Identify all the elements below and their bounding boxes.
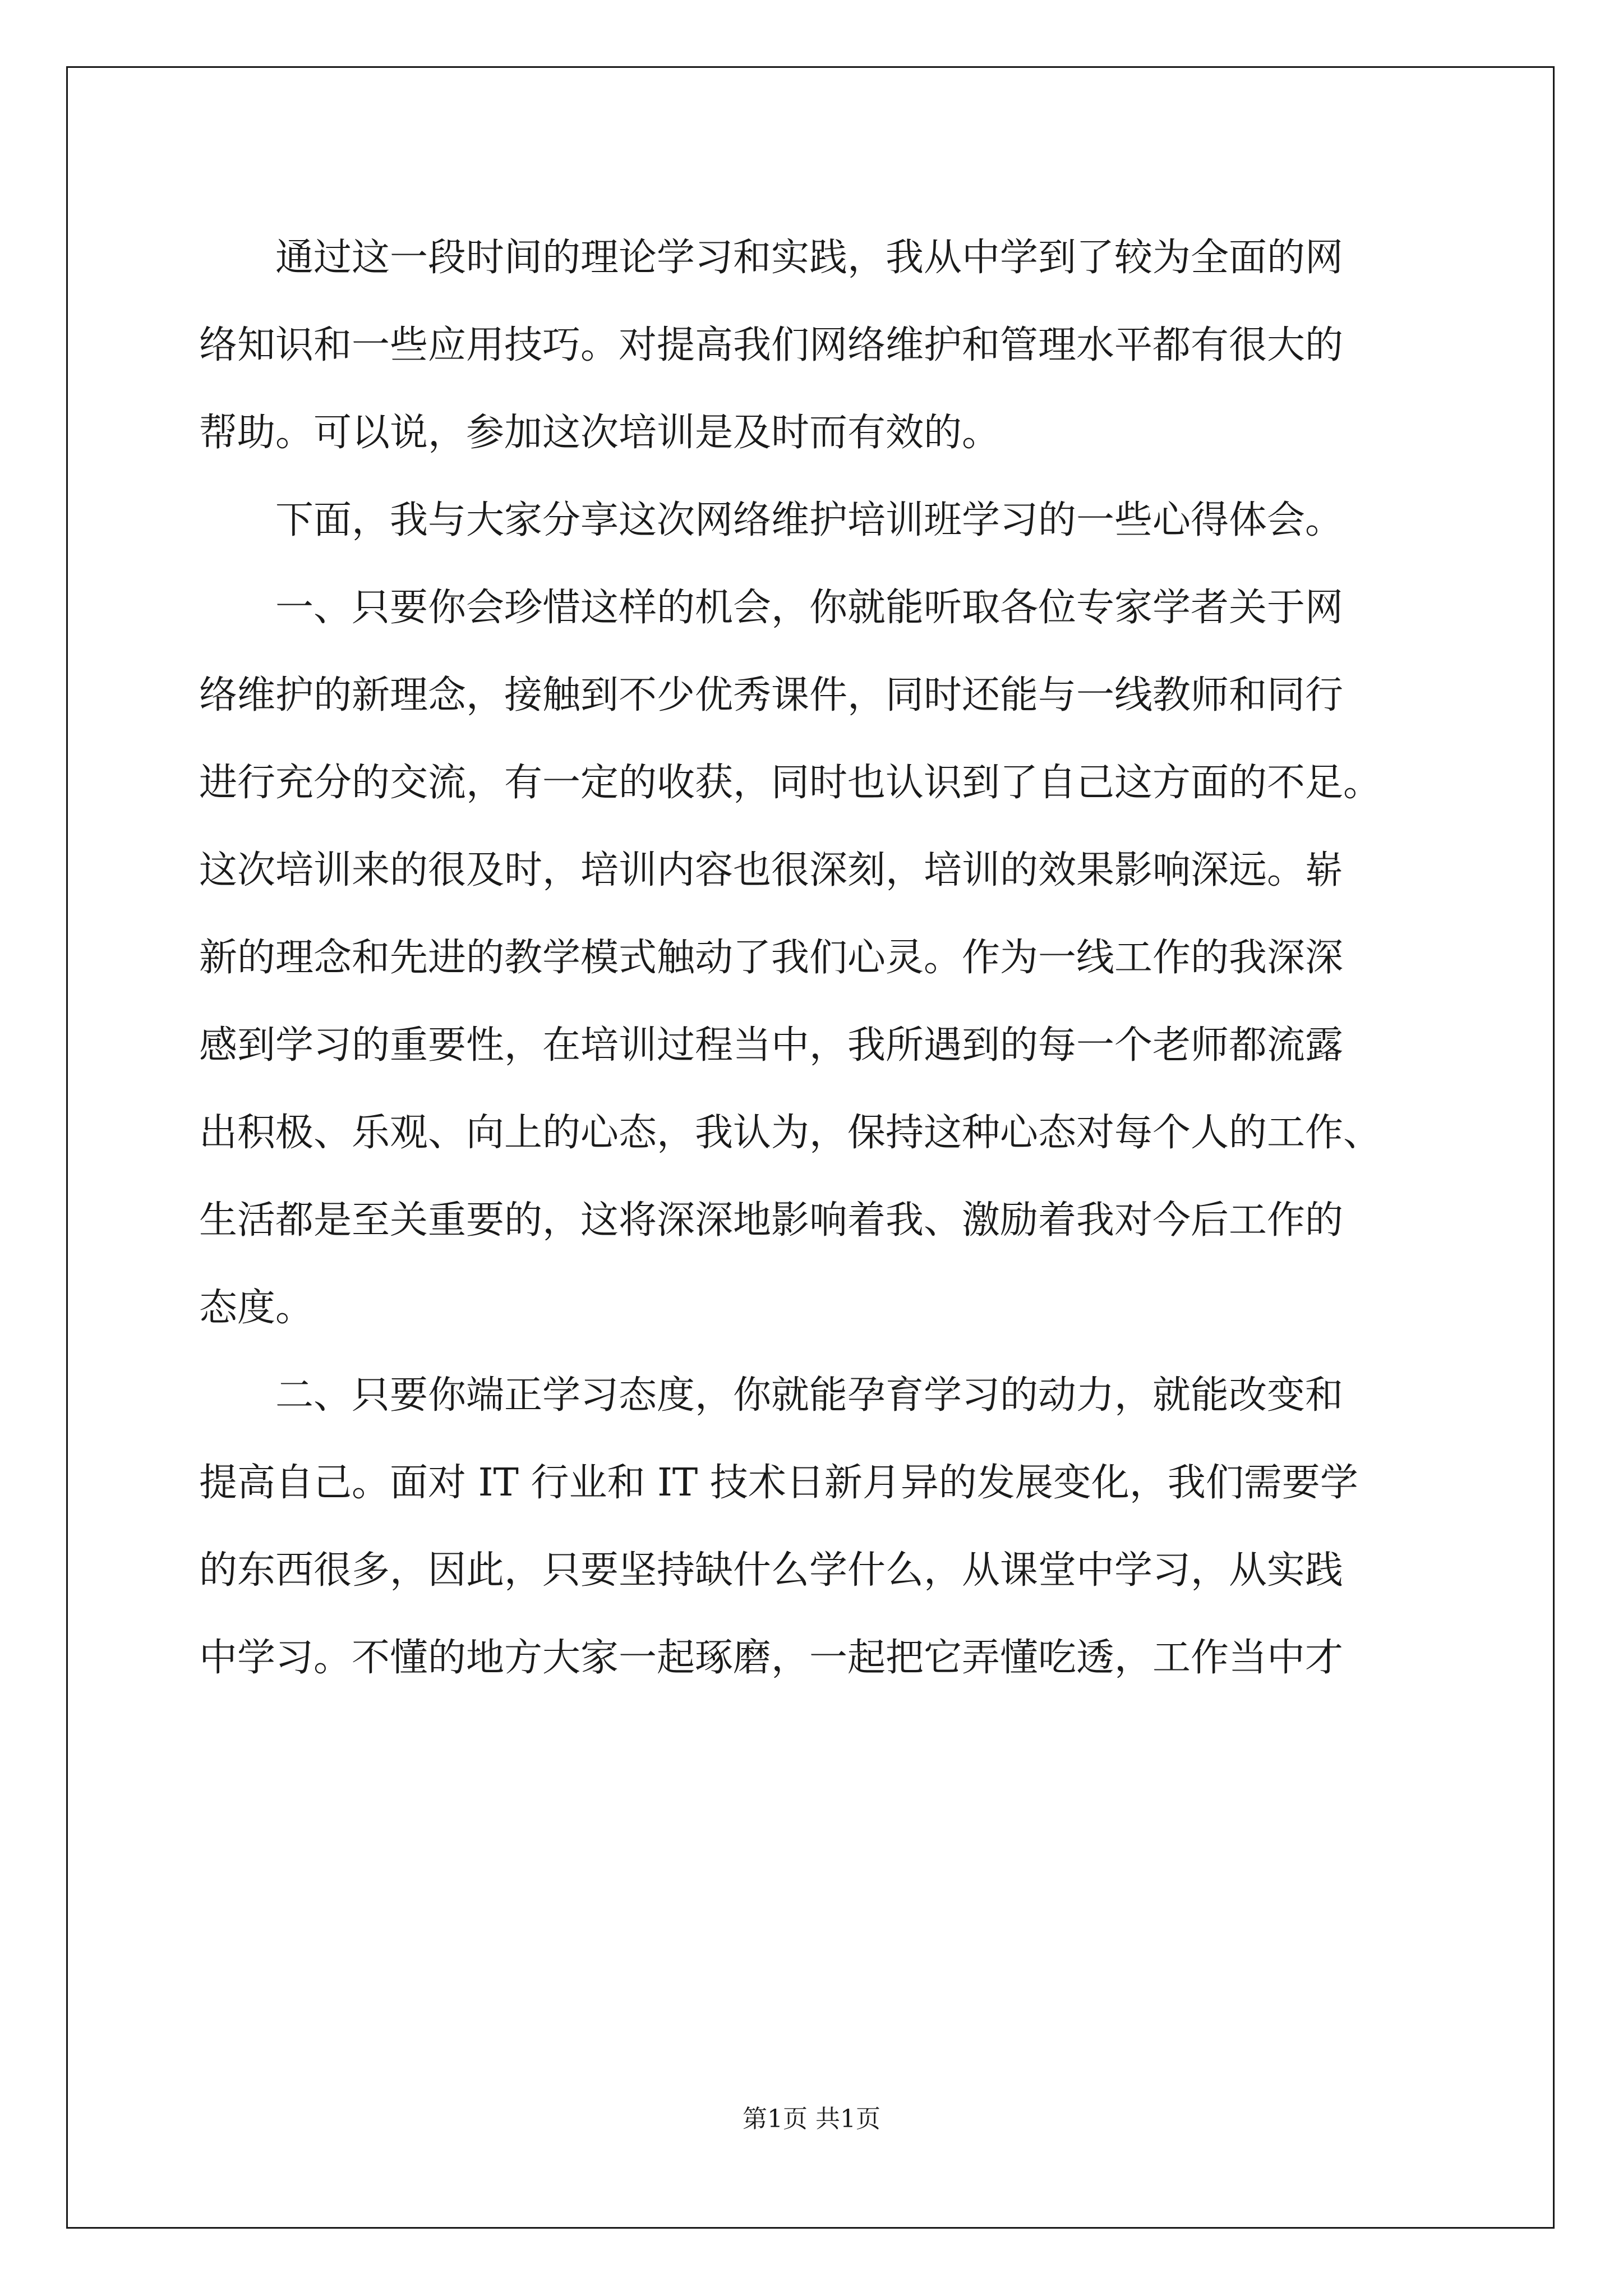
paragraph-point-one: 一、只要你会珍惜这样的机会，你就能听取各位专家学者关于网 络维护的新理念，接触到不少优秀课件，同时还能与一线教师和同行 进行充分的交流，有一定的收获，同时也认识到了自己这方面的不足。 这次培训来的很及时，培训内容也很深刻，培训的效果影响深远。崭 新的理念和先进的教学模式触动了我们心灵。作为一线工作的我深深 感到学习的重要性，在培训过程当中，我所遇到的每一个老师都流露 出积极、乐观、向上的心态，我认为，保持这种心态对每个人的工作、 生活都是至关重要的，这将深深地影响着我、激励着我对今后工作的 态度。 [199, 586, 1382, 1330]
document-body [199, 214, 1430, 1702]
paragraph-point-two: 二、只要你端正学习态度，你就能孕育学习的动力，就能改变和 提高自己。面对 IT 行业和 IT 技术日新月异的发展变化，我们需要学 的东西很多，因此，只要坚持缺什么学什么，从课堂中学习，从实践 中学习。不懂的地方大家一起琢磨，一起把它弄懂吃透，工作当中才 [199, 1373, 1358, 1680]
paragraph-intro: 通过这一段时间的理论学习和实践，我从中学到了较为全面的网 络知识和一些应用技巧。对提高我们网络维护和管理水平都有很大的 帮助。可以说，参加这次培训是及时而有效的。 [199, 236, 1344, 455]
paragraph-share: 下面，我与大家分享这次网络维护培训班学习的一些心得体会。 [275, 498, 1344, 542]
page-number-footer: 第1页 共1页 [743, 2105, 880, 2133]
